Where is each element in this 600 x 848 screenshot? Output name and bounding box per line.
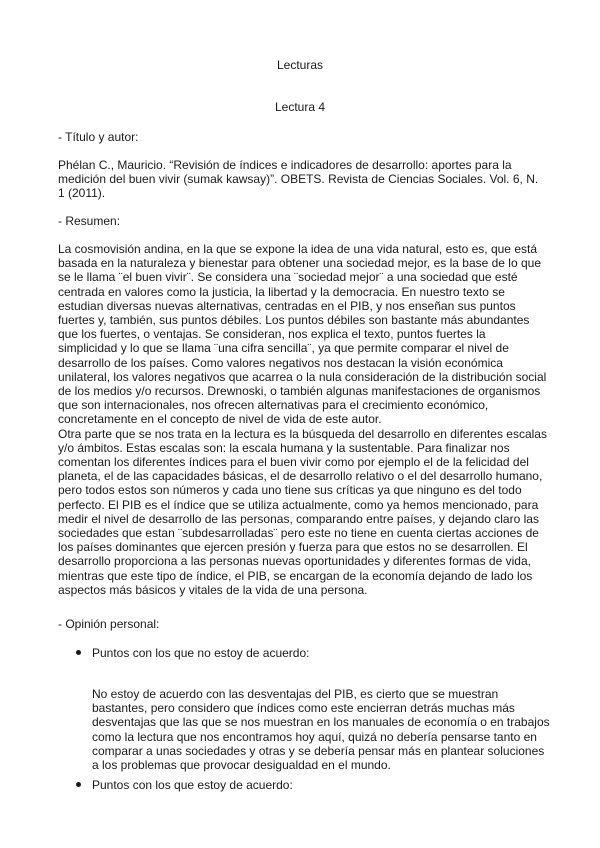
- citation-text: Phélan C., Mauricio. “Revisión de índices e indicadores de desarrollo: aportes para la medición del buen vivir (sumak kawsay)”. OBETS. Revista de Ciencias Sociales. Vol. 6, N. 1 (2011).: [58, 158, 539, 201]
- summary-label: - Resumen:: [58, 214, 121, 228]
- document-heading: Lecturas: [276, 58, 324, 72]
- title-author-label: - Título y autor:: [58, 130, 139, 144]
- summary-paragraph-2: Otra parte que se nos trata en la lectura es la búsqueda del desarrollo en diferentes escalas y/o ámbitos. Estas escalas son: la escala humana y la sustentable. Para finalizar nos comentan los diferentes índices para el buen vivir como por ejemplo el de la felicidad del planeta, el de las capacidades básicas, el de desarrollo relativo o el del desarrollo humano, pero todos estos son números y cada uno tiene sus críticas ya que ninguno es del todo perfecto. El PIB es el índice que se utiliza actualmente, como ya hemos mencionado, para medir el nivel de desarrollo de las personas, comparando entre países, y dejando claro las sociedades que estan ¨subdesarrolladas¨ pero este no tiene en cuenta ciertas acciones de los países dominantes que ejercen presión y fuerza para que estos no se desarrollen. El desarrollo proporciona a las personas nuevas oportunidades y diferentes formas de vida, mientras que este tipo de índice, el PIB, se encargan de la economía dejando de lado los aspectos más básicos y vitales de la vida de una persona.: [58, 426, 547, 597]
- disagree-text: No estoy de acuerdo con las desventajas del PIB, es cierto que se muestran bastantes, pero considero que índices como este encierran detrás muchas más desventajas que las que se nos muestran en los manuales de economía o en trabajos como la lectura que nos encontramos hoy aquí, quizá no debería pensarse tanto en comparar a unas sociedades y otras y se debería pensar más en plantear soluciones a los problemas que provocar desigualdad en el mundo.: [92, 687, 550, 773]
- bullet-dot-icon: [76, 782, 81, 787]
- citation-paragraph: [58, 158, 548, 201]
- bullet-dot-icon: [76, 650, 81, 655]
- summary-section: [58, 242, 548, 597]
- bullet-disagree: [76, 646, 309, 660]
- summary-paragraph-1: La cosmovisión andina, en la que se expone la idea de una vida natural, esto es, que está basada en la naturaleza y bienestar para obtener una sociedad mejor, es la base de lo que se le llama ¨el buen vivir¨. Se considera una ¨sociedad mejor¨ a una sociedad que esté centrada en valores como la justicia, la libertad y la democracia. En nuestro texto se estudian diversas nuevas alternativas, centradas en el PIB, y nos enseñan sus puntos fuertes y, también, sus puntos débiles. Los puntos débiles son bastante más abundantes que los fuertes, o ventajas. Se consideran, nos explica el texto, puntos fuertes la simplicidad y lo que se llama ¨una cifra sencilla¨, ya que permite comparar el nivel de desarrollo de los países. Como valores negativos nos destacan la visión económica unilateral, los valores negativos que acarrea o la nula consideración de la distribución social de los medios y/o recursos. Drewnoski, o también algunas manifestaciones de organismos que son internacionales, nos ofrecen alternativas para el crecimiento económico, concretamente en el concepto de nivel de vida de este autor.: [58, 242, 547, 427]
- disagree-paragraph: [92, 675, 552, 784]
- opinion-label: - Opinión personal:: [58, 617, 160, 631]
- bullet-agree: [76, 778, 293, 792]
- bullet-agree-label: Puntos con los que estoy de acuerdo:: [92, 778, 293, 792]
- bullet-disagree-label: Puntos con los que no estoy de acuerdo:: [92, 646, 310, 660]
- reading-subheading: Lectura 4: [274, 100, 326, 114]
